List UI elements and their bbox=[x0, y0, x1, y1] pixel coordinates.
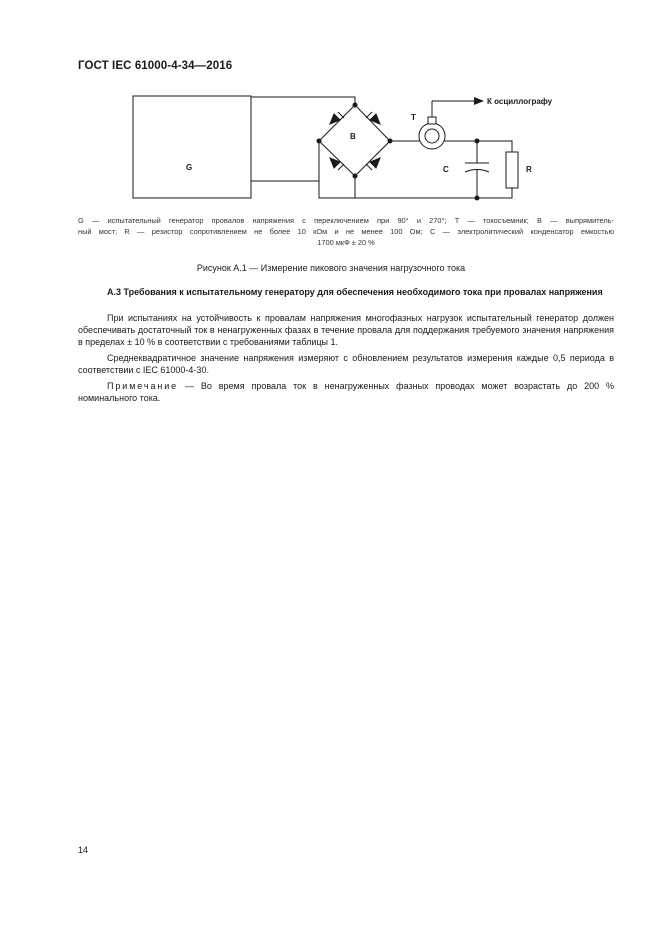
bridge-label: B bbox=[350, 132, 356, 141]
legend-line-1: G — испытательный генератор провалов напряжения с переключением при 90° и 270°; T — токосъемник; B — выпрямитель- bbox=[78, 216, 614, 225]
resistor-icon bbox=[506, 152, 518, 188]
wire-generator-left-node bbox=[251, 181, 512, 198]
document-header: ГОСТ IEC 61000-4-34—2016 bbox=[78, 60, 233, 72]
node-cap-top bbox=[475, 139, 480, 144]
page-number: 14 bbox=[78, 845, 89, 855]
legend-line-2: ный мост; R — резистор сопротивлением не более 10 кОм и не менее 100 Ом; C — электролитический конденсатор емкостью bbox=[78, 227, 614, 236]
generator-label: G bbox=[186, 163, 193, 172]
capacitor-label: C bbox=[443, 165, 449, 174]
legend-line-3: 1700 мкФ ± 20 % bbox=[317, 238, 375, 247]
transformer-label: T bbox=[411, 113, 416, 122]
oscilloscope-label: К осциллографу bbox=[487, 97, 553, 106]
wire-right bbox=[390, 141, 512, 152]
section-heading: А.3 Требования к испытательному генератору для обеспечения необходимого тока при провалах напряжения bbox=[107, 287, 603, 297]
node-cap-bottom bbox=[475, 196, 480, 201]
current-transformer-icon bbox=[419, 101, 476, 149]
arrow-icon bbox=[474, 97, 484, 105]
generator-box bbox=[133, 96, 251, 198]
figure-caption: Рисунок А.1 — Измерение пикового значения нагрузочного тока bbox=[196, 263, 466, 273]
node-top bbox=[353, 103, 358, 108]
paragraph-1: При испытаниях на устойчивость к провалам напряжения многофазных нагрузок испытательный генератор должен обеспечивать достаточный ток в ненагруженных фазах в течение провала для поддержания требуемого значения напряжения в пределах ± 10 % в соответствии с требованиями таблицы 1. bbox=[78, 313, 614, 347]
note-paragraph bbox=[78, 380, 614, 404]
capacitor-icon bbox=[465, 141, 489, 198]
diode-icons bbox=[330, 112, 380, 170]
resistor-label: R bbox=[526, 165, 532, 174]
paragraph-2: Среднеквадратичное значение напряжения измеряют с обновлением результатов измерения каждые 0,5 периода в соответствии с IEC 61000-4-30. bbox=[78, 353, 614, 375]
figure-legend bbox=[78, 215, 614, 248]
node-left bbox=[317, 139, 322, 144]
note-label: Примечание bbox=[107, 381, 179, 391]
wire-top bbox=[251, 97, 355, 105]
note-text: — Во время провала ток в ненагруженных фазных проводах может возрастать до 200 % номинального тока. bbox=[78, 381, 614, 403]
